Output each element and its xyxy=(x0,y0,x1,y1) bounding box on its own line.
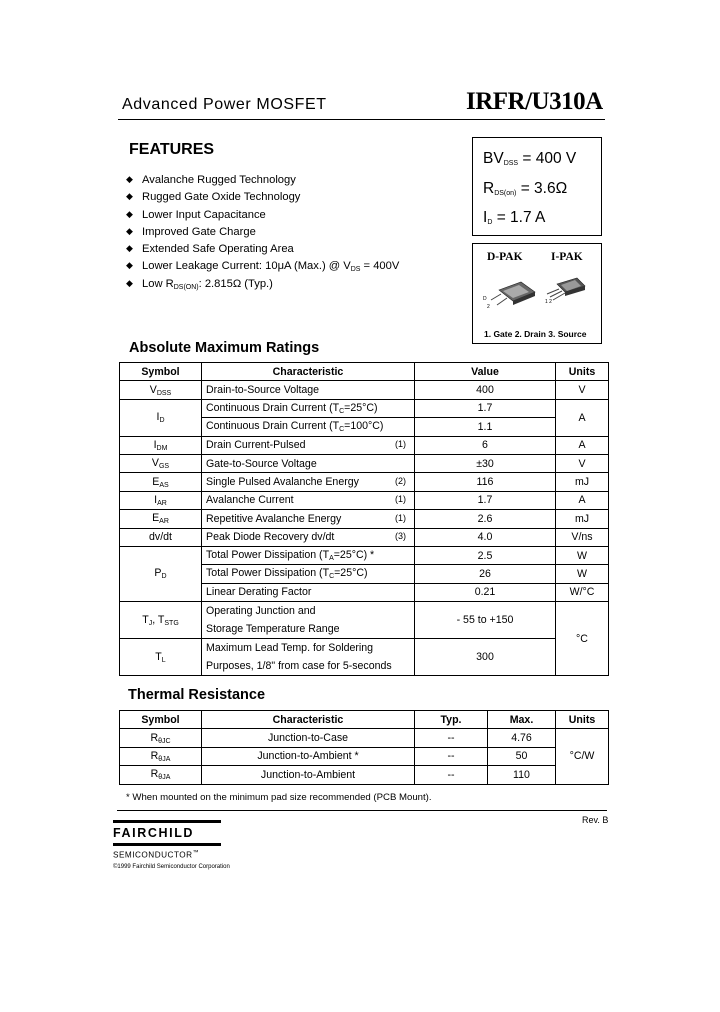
dpak-label: D-PAK xyxy=(487,251,523,263)
key-specs-box xyxy=(472,137,602,236)
table-header-row xyxy=(120,363,609,381)
thermal-table xyxy=(119,710,609,785)
spec-bvdss: $BV_{DSS} = 400$ V xyxy=(483,150,577,167)
col-header: Symbol xyxy=(120,363,202,381)
svg-text:2: 2 xyxy=(487,304,490,310)
characteristic-cell: Total Power Dissipation $(T_C=25^\circ C)$ xyxy=(202,565,415,583)
table-row xyxy=(120,528,609,546)
package-drawings xyxy=(477,270,597,326)
typ-cell: -- xyxy=(415,729,488,747)
table-row xyxy=(120,766,609,784)
unit-cell: mJ xyxy=(556,473,609,491)
col-header: Value xyxy=(415,363,556,381)
characteristic-cell: Junction-to-Ambient * xyxy=(202,747,415,765)
footnote: * When mounted on the minimum pad size recommended (PCB Mount). xyxy=(126,792,432,803)
col-header: Symbol xyxy=(120,711,202,729)
table-row xyxy=(120,491,609,509)
typ-cell: -- xyxy=(415,766,488,784)
typ-cell: -- xyxy=(415,747,488,765)
characteristic-cell: Junction-to-Case xyxy=(202,729,415,747)
col-header: Units xyxy=(556,363,609,381)
characteristic-cell: Linear Derating Factor xyxy=(202,583,415,601)
unit-cell: W xyxy=(556,565,609,583)
symbol-cell: $T_J$, $T_{STG}$ xyxy=(120,602,202,639)
spec-id: $I_D = 1.7$ A xyxy=(483,209,546,226)
table-row xyxy=(120,729,609,747)
bullet-icon: ◆ xyxy=(126,191,133,202)
symbol-cell: $R_{\theta JA}$ xyxy=(120,747,202,765)
col-header: Typ. xyxy=(415,711,488,729)
abs-max-table xyxy=(119,362,609,676)
feature-item: ◆ Lower Input Capacitance xyxy=(126,206,399,223)
characteristic-cell: Total Power Dissipation $(T_A=25^\circ C)$ * xyxy=(202,546,415,564)
package-box xyxy=(472,243,602,344)
symbol-cell: $E_{AS}$ xyxy=(120,473,202,491)
feature-item: ◆ Low $R_{DS(ON)}$: 2.815Ω (Typ.) xyxy=(126,275,399,292)
table-row xyxy=(120,639,609,676)
unit-cell: A xyxy=(556,436,609,454)
revision: Rev. B xyxy=(582,815,609,825)
feature-item: ◆ Rugged Gate Oxide Technology xyxy=(126,188,399,205)
table-row xyxy=(120,454,609,472)
characteristic-cell: Continuous Drain Current $(T_C=100^\circ C)$ xyxy=(202,418,415,436)
max-cell: 50 xyxy=(488,747,556,765)
footer-divider xyxy=(117,810,607,811)
value-cell: 400 xyxy=(415,381,556,399)
characteristic-cell: Continuous Drain Current $(T_C=25^\circ C)$ xyxy=(202,399,415,417)
symbol-cell: dv/dt xyxy=(120,528,202,546)
symbol-cell: $I_D$ xyxy=(120,399,202,436)
table-row xyxy=(120,602,609,639)
unit-cell: V xyxy=(556,381,609,399)
pin-legend: 1. Gate 2. Drain 3. Source xyxy=(484,329,587,339)
table-row xyxy=(120,510,609,528)
copyright: ©1999 Fairchild Semiconductor Corporation xyxy=(113,864,230,870)
features-title: FEATURES xyxy=(129,141,215,158)
value-cell: 26 xyxy=(415,565,556,583)
symbol-cell: $I_{AR}$ xyxy=(120,491,202,509)
bullet-icon: ◆ xyxy=(126,174,133,184)
feature-item: ◆ Avalanche Rugged Technology xyxy=(126,171,399,188)
semiconductor-wordmark: SEMICONDUCTOR™ xyxy=(113,850,200,860)
unit-cell: A xyxy=(556,491,609,509)
value-cell: 300 xyxy=(415,639,556,676)
unit-cell: mJ xyxy=(556,510,609,528)
bullet-icon: ◆ xyxy=(126,260,133,271)
svg-text:1 2: 1 2 xyxy=(545,299,552,305)
characteristic-cell: Maximum Lead Temp. for Soldering Purposes, 1/8" from case for 5-seconds xyxy=(202,639,415,676)
symbol-cell: $R_{\theta JC}$ xyxy=(120,729,202,747)
bullet-icon: ◆ xyxy=(126,277,133,288)
value-cell: 1.7 xyxy=(415,491,556,509)
col-header: Characteristic xyxy=(202,363,415,381)
col-header: Characteristic xyxy=(202,711,415,729)
unit-cell: °C xyxy=(556,602,609,676)
table-row xyxy=(120,747,609,765)
dpak-package-image xyxy=(483,282,535,310)
value-cell: - 55 to +150 xyxy=(415,602,556,639)
col-header: Units xyxy=(556,711,609,729)
characteristic-cell: Junction-to-Ambient xyxy=(202,766,415,784)
value-cell: ±30 xyxy=(415,454,556,472)
unit-cell: A xyxy=(556,399,609,436)
feature-item: ◆ Extended Safe Operating Area xyxy=(126,240,399,257)
ipak-label: I-PAK xyxy=(551,251,583,263)
bullet-icon: ◆ xyxy=(126,225,133,236)
characteristic-cell: Gate-to-Source Voltage xyxy=(202,454,415,472)
symbol-cell: $E_{AR}$ xyxy=(120,510,202,528)
features-list xyxy=(126,171,399,292)
unit-cell: V/ns xyxy=(556,528,609,546)
bullet-icon: ◆ xyxy=(126,243,133,254)
symbol-cell: $R_{\theta JA}$ xyxy=(120,766,202,784)
abs-max-title: Absolute Maximum Ratings xyxy=(129,340,320,356)
symbol-cell: $P_D$ xyxy=(120,546,202,601)
value-cell: 116 xyxy=(415,473,556,491)
value-cell: 2.5 xyxy=(415,546,556,564)
value-cell: 1.1 xyxy=(415,418,556,436)
logo-bar-top xyxy=(113,820,221,823)
bullet-icon: ◆ xyxy=(126,208,133,219)
unit-cell: W/°C xyxy=(556,583,609,601)
fairchild-logo: FAIRCHILD xyxy=(113,826,195,840)
table-row xyxy=(120,381,609,399)
table-header-row xyxy=(120,711,609,729)
feature-item: ◆ Lower Leakage Current: 10μA (Max.) @ $V_{DS} = 400V$ xyxy=(126,257,399,274)
characteristic-cell: (1) Drain Current-Pulsed xyxy=(202,436,415,454)
document-subtitle: Advanced Power MOSFET xyxy=(122,96,327,113)
part-number: IRFR/U310A xyxy=(466,88,603,115)
col-header: Max. xyxy=(488,711,556,729)
logo-bar-bottom xyxy=(113,843,221,846)
table-row xyxy=(120,546,609,564)
max-cell: 110 xyxy=(488,766,556,784)
characteristic-cell: (3) Peak Diode Recovery dv/dt xyxy=(202,528,415,546)
spec-rdson: $R_{DS(on)} = 3.6\Omega$ xyxy=(483,180,568,197)
characteristic-cell: (1) Repetitive Avalanche Energy xyxy=(202,510,415,528)
table-row xyxy=(120,436,609,454)
unit-cell: V xyxy=(556,454,609,472)
characteristic-cell: (2) Single Pulsed Avalanche Energy xyxy=(202,473,415,491)
symbol-cell: $I_{DM}$ xyxy=(120,436,202,454)
value-cell: 0.21 xyxy=(415,583,556,601)
symbol-cell: $T_L$ xyxy=(120,639,202,676)
value-cell: 6 xyxy=(415,436,556,454)
unit-cell: W xyxy=(556,546,609,564)
characteristic-cell: Operating Junction and Storage Temperature Range xyxy=(202,602,415,639)
table-row xyxy=(120,473,609,491)
value-cell: 4.0 xyxy=(415,528,556,546)
value-cell: 1.7 xyxy=(415,399,556,417)
feature-item: ◆ Improved Gate Charge xyxy=(126,223,399,240)
symbol-cell: $V_{DSS}$ xyxy=(120,381,202,399)
unit-cell: °C/W xyxy=(556,729,609,784)
svg-text:D: D xyxy=(483,296,487,302)
header-divider xyxy=(118,119,605,120)
max-cell: 4.76 xyxy=(488,729,556,747)
table-row xyxy=(120,399,609,417)
symbol-cell: $V_{GS}$ xyxy=(120,454,202,472)
thermal-title: Thermal Resistance xyxy=(128,687,266,703)
characteristic-cell: (1) Avalanche Current xyxy=(202,491,415,509)
value-cell: 2.6 xyxy=(415,510,556,528)
ipak-package-image xyxy=(545,278,585,305)
characteristic-cell: Drain-to-Source Voltage xyxy=(202,381,415,399)
